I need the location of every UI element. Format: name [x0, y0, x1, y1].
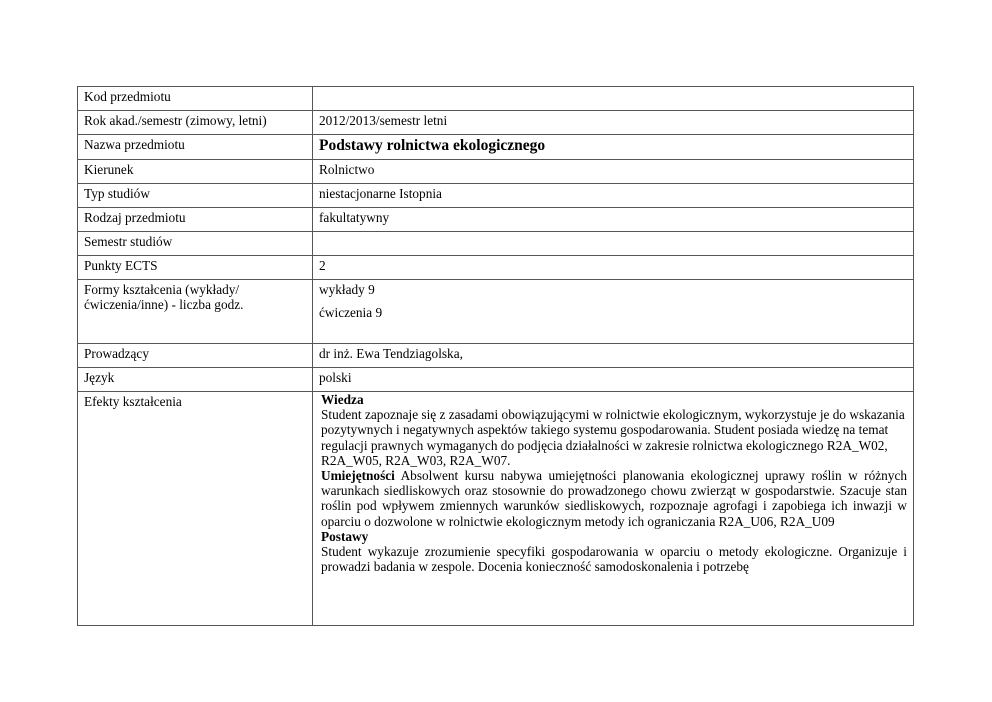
row-value: niestacjonarne Istopnia: [313, 184, 914, 208]
learning-outcomes: [313, 392, 914, 626]
table-row: [78, 111, 914, 135]
row-value: 2012/2013/semestr letni: [313, 111, 914, 135]
row-label: Rok akad./semestr (zimowy, letni): [78, 111, 313, 135]
attitudes-heading: Postawy: [321, 528, 369, 544]
row-label: Kod przedmiotu: [78, 87, 313, 111]
row-value: fakultatywny: [313, 208, 914, 232]
table-row: [78, 87, 914, 111]
table-row: [78, 392, 914, 626]
course-name: Podstawy rolnictwa ekologicznego: [313, 135, 914, 160]
table-row: [78, 232, 914, 256]
skills-paragraph: [321, 468, 907, 529]
table-row: [78, 256, 914, 280]
skills-heading: Umiejętności: [321, 468, 395, 484]
knowledge-text: Student zapoznaje się z zasadami obowiązującymi w rolnictwie ekologicznym, wykorzystuje je do wskazania pozytywnych i negatywnych aspektów takiego systemu gospodarowania. Student posiada wiedzę na temat regulacji prawnych wymaganych do podjęcia działalności w zakresie rolnictwa ekologicznego R2A_W02,: [321, 407, 905, 453]
row-label: Kierunek: [78, 160, 313, 184]
row-label: Punkty ECTS: [78, 256, 313, 280]
row-value: [313, 280, 914, 344]
exercise-hours: ćwiczenia 9: [319, 305, 383, 320]
row-label: Prowadzący: [78, 344, 313, 368]
knowledge-codes: R2A_W05, R2A_W03, R2A_W07.: [321, 452, 511, 468]
row-label: Efekty kształcenia: [78, 392, 313, 626]
row-value: 2: [313, 256, 914, 280]
row-label: Formy kształcenia (wykłady/ćwiczenia/inne) - liczba godz.: [78, 280, 313, 344]
row-label: Rodzaj przedmiotu: [78, 208, 313, 232]
row-value: Rolnictwo: [313, 160, 914, 184]
row-label: Nazwa przedmiotu: [78, 135, 313, 160]
table-row: [78, 160, 914, 184]
skills-text: Absolwent kursu nabywa umiejętności planowania ekologicznej uprawy roślin w różnych warunkach siedliskowych oraz stosownie do prowadzonego chowu zwierząt w gospodarstwie. Szacuje stan roślin pod wpływem zmiennych warunków siedliskowych, rozpoznaje agrofagi i zapobiega ich inwazji w oparciu o dozwolone w rolnictwie ekologicznym metody ich ograniczania R2A_U06, R2A_U09: [321, 468, 907, 529]
table-row: [78, 368, 914, 392]
row-value: dr inż. Ewa Tendziagolska,: [313, 344, 914, 368]
table-row: [78, 344, 914, 368]
document-page: [77, 86, 907, 626]
row-value: [313, 232, 914, 256]
table-row: [78, 208, 914, 232]
table-row: [78, 280, 914, 344]
lecture-hours: wykłady 9: [319, 282, 375, 297]
course-info-table: [77, 86, 914, 626]
row-label: Typ studiów: [78, 184, 313, 208]
row-value: polski: [313, 368, 914, 392]
row-label: Język: [78, 368, 313, 392]
attitudes-text: Student wykazuje zrozumienie specyfiki gospodarowania w oparciu o metody ekologiczne. Organizuje i prowadzi badania w zespole. Docenia konieczność samodoskonalenia i potrzebę: [321, 544, 907, 575]
table-row: [78, 135, 914, 160]
row-label: Semestr studiów: [78, 232, 313, 256]
table-row: [78, 184, 914, 208]
knowledge-heading: Wiedza: [321, 392, 364, 407]
row-value: [313, 87, 914, 111]
